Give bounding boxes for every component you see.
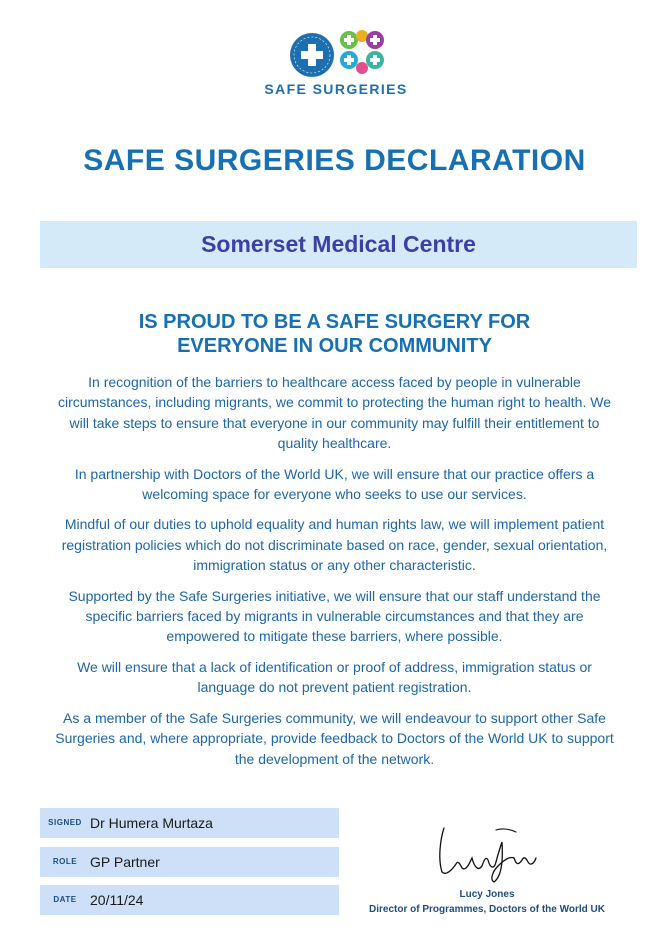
- date-field: [40, 885, 339, 915]
- signed-value: Dr Humera Murtaza: [90, 815, 213, 831]
- subtitle-line-2: EVERYONE IN OUR COMMUNITY: [177, 335, 492, 357]
- role-field: [40, 847, 339, 877]
- role-label: ROLE: [52, 857, 78, 866]
- date-label: DATE: [53, 895, 77, 904]
- logo-wordmark: SAFE SURGERIES: [264, 81, 408, 97]
- signature-block: [360, 820, 614, 920]
- safe-surgeries-logo: [256, 28, 416, 100]
- practice-name-banner: Somerset Medical Centre: [40, 221, 637, 268]
- signed-label: SIGNED: [48, 818, 82, 827]
- colored-crosses-icon: [339, 30, 385, 76]
- paragraph-identification: We will ensure that a lack of identification or proof of address, immigration status or language do not prevent patient registration.: [77, 658, 592, 696]
- handwritten-signature: [432, 820, 542, 884]
- paragraph-equality: Mindful of our duties to uphold equality and human rights law, we will implement patient registration policies which do not discriminate based on race, gender, sexual orientation, immigration status or any other characteristic.: [61, 516, 608, 574]
- paragraph-recognition: In recognition of the barriers to healthcare access faced by people in vulnerable circumstances, including migrants, we commit to protecting the human right to health. We will take steps to ensure that everyone in our community may fulfill their entitlement to quality healthcare.: [58, 374, 611, 452]
- declaration-body: [52, 372, 617, 779]
- paragraph-staff: Supported by the Safe Surgeries initiative, we will ensure that our staff understand the specific barriers faced by migrants in vulnerable circumstances and that they are empowered to mitigate these barriers, where possible.: [68, 587, 601, 645]
- page-title: SAFE SURGERIES DECLARATION: [83, 144, 586, 177]
- date-value: 20/11/24: [90, 892, 144, 908]
- signatory-title: Director of Programmes, Doctors of the World UK: [369, 904, 605, 915]
- paragraph-partnership: In partnership with Doctors of the World UK, we will ensure that our practice offers a welcoming space for everyone who seeks to use our services.: [74, 465, 595, 503]
- role-value: GP Partner: [90, 854, 160, 870]
- signed-field: [40, 808, 339, 838]
- doctors-of-the-world-badge-icon: [289, 32, 335, 78]
- subtitle-line-1: IS PROUD TO BE A SAFE SURGERY FOR: [138, 311, 531, 333]
- paragraph-community: As a member of the Safe Surgeries community, we will endeavour to support other Safe Surgeries and, where appropriate, provide feedback to Doctors of the World UK to support the development of the network.: [55, 709, 614, 767]
- subtitle: [0, 310, 669, 358]
- signatory-name: Lucy Jones: [459, 889, 515, 900]
